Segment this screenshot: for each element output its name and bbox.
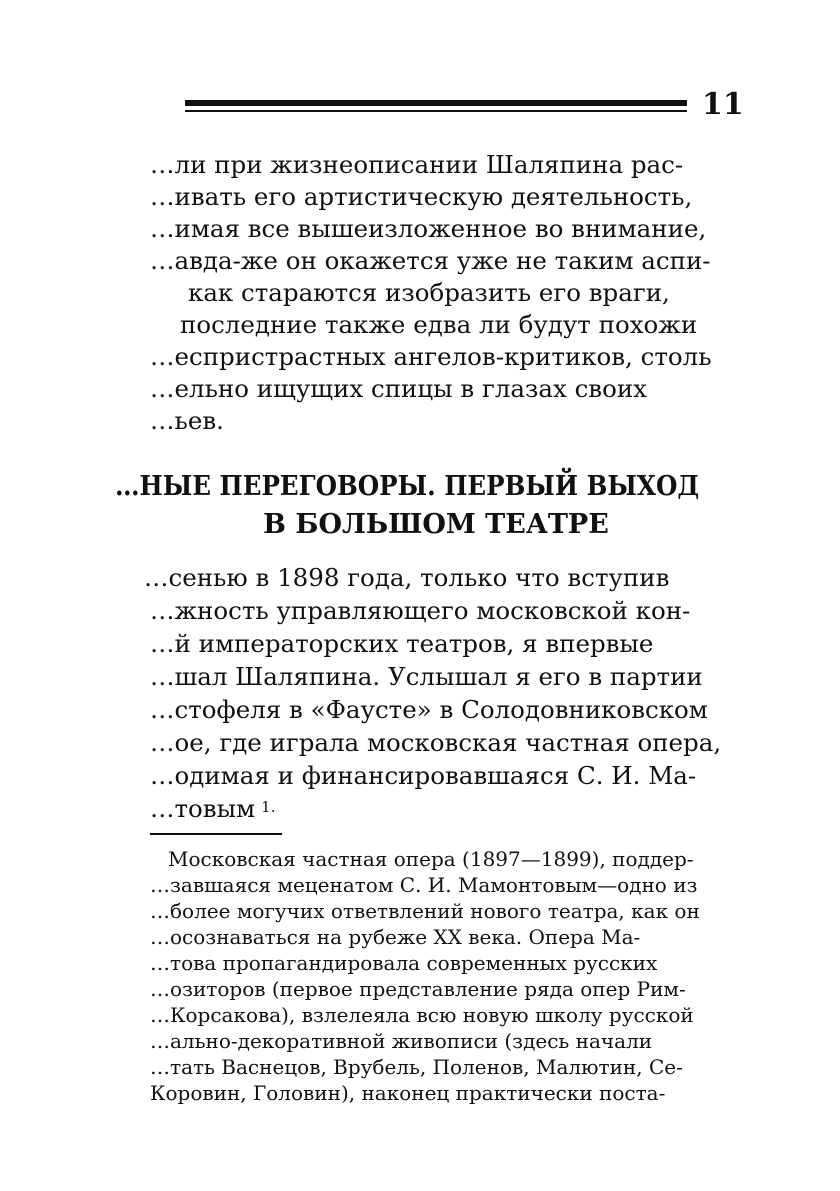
footnote-line: …Корсакова), взлелеяла всю новую школу русской <box>150 1003 694 1027</box>
footnote-line: …осознаваться на рубеже XX века. Опера Ма- <box>150 925 641 949</box>
text-line: …авда-же он окажется уже не таким аспи- <box>150 246 711 275</box>
footnote-rule <box>150 833 282 835</box>
footnote-line: Коровин, Головин), наконец практически поста- <box>150 1081 666 1105</box>
heading-line: …НЫЕ ПЕРЕГОВОРЫ. ПЕРВЫЙ ВЫХОД <box>114 471 700 502</box>
heading-line: В БОЛЬШОМ ТЕАТРЕ <box>263 509 609 540</box>
header-rule <box>185 98 687 118</box>
footnote-line: …озиторов (первое представление ряда опер Рим- <box>150 977 686 1001</box>
text-line: как стараются изобразить его враги, <box>188 278 670 307</box>
text-line: …й императорских театров, я впервые <box>150 629 654 658</box>
text-line: …сенью в 1898 года, только что вступив <box>144 563 670 592</box>
text-line: …ельно ищущих спицы в глазах своих <box>150 374 647 403</box>
footnote-line: …ально-декоративной живописи (здесь начали <box>150 1029 653 1053</box>
footnote-line: Московская частная опера (1897—1899), поддер- <box>168 847 694 871</box>
text-line: …стофеля в «Фаусте» в Солодовниковском <box>150 695 708 724</box>
header-rule-thick <box>185 100 687 106</box>
footnote-line: …това пропагандировала современных русских <box>150 951 658 975</box>
footnote-reference: 1. <box>261 798 276 816</box>
text-line: …ое, где играла московская частная опера, <box>150 728 722 757</box>
text-line: …ивать его артистическую деятельность, <box>150 182 693 211</box>
text-line: …ли при жизнеописании Шаляпина рас- <box>150 150 684 179</box>
text-line: …еспристрастных ангелов-критиков, столь <box>150 342 712 371</box>
text-line: …шал Шаляпина. Услышал я его в партии <box>150 662 703 691</box>
text-line: последние также едва ли будут похожи <box>180 310 698 339</box>
footnote-line: …завшаяся меценатом С. И. Мамонтовым—одно из <box>150 873 698 897</box>
footnote-line: …тать Васнецов, Врубель, Поленов, Малютин, Се- <box>150 1055 683 1079</box>
text-line: …имая все вышеизложенное во внимание, <box>150 214 707 243</box>
text-line: …одимая и финансировавшаяся С. И. Ма- <box>150 761 697 790</box>
footnote-line: …более могучих ответвлений нового театра, как он <box>150 899 700 923</box>
text-line: …жность управляющего московской кон- <box>150 596 691 625</box>
header-rule-thin <box>185 110 687 112</box>
text-line: …товым $^{1.}$ <box>150 794 276 823</box>
text-line: …ьев. <box>150 406 224 435</box>
page-number: 11 <box>702 87 744 122</box>
